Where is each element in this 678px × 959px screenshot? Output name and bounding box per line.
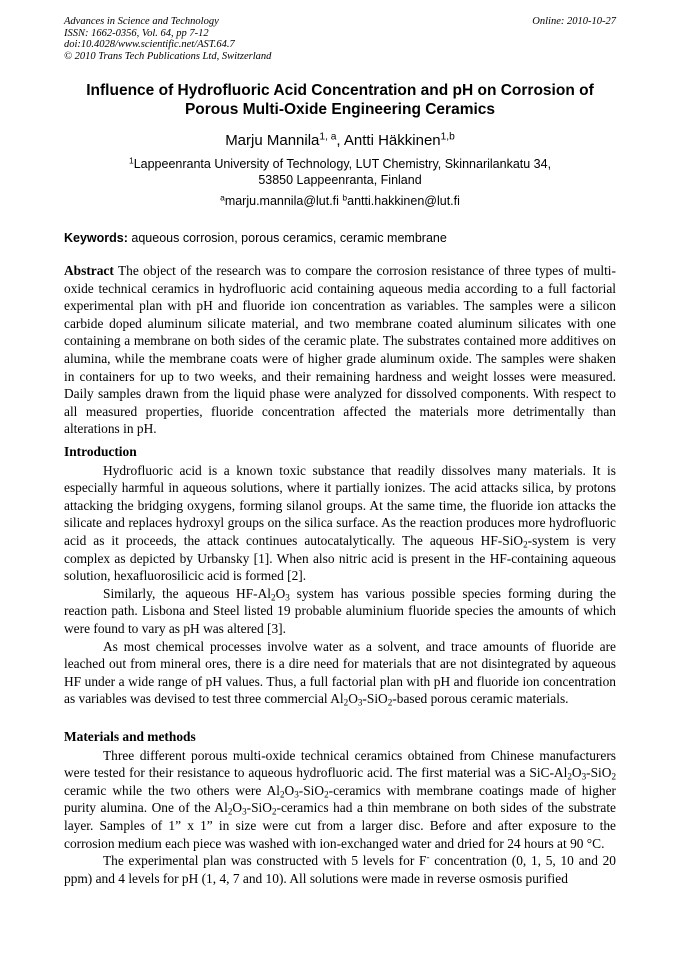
author-separator: , [336, 132, 344, 149]
introduction-paragraph-3: As most chemical processes involve water as a solvent, and trace amounts of fluoride are leached out from mineral ores, there is a dire need for materials that are not disintegrated by aqueous HF under a wide range of pH values. Thus, a full factorial plan with pH and fluoride ion concentration as variables was devised to test three commercial $Al_2O_3-SiO_2$-based porous ceramic materials. [64, 638, 616, 708]
author-1-affil-mark: 1, a [319, 131, 337, 143]
introduction-paragraph-2: Similarly, the aqueous $HF-Al_2O_3$ system has various possible species forming during the reaction path. Lisbona and Steel listed 19 probable aluminium fluoride species the amounts of which were found to vary as pH was altered [3]. [64, 585, 616, 636]
copyright-line: © 2010 Trans Tech Publications Ltd, Switzerland [64, 50, 272, 62]
keywords-label: Keywords: [64, 231, 128, 245]
paper-title: Influence of Hydrofluoric Acid Concentration and pH on Corrosion of Porous Multi-Oxide Engineering Ceramics [86, 82, 594, 118]
email-a-mark: a [220, 192, 225, 203]
affiliation-mark: 1 [128, 155, 134, 166]
online-date: Online: 2010-10-27 [532, 16, 616, 27]
abstract-label: Abstract [64, 263, 114, 278]
methods-paragraph-2: The experimental plan was constructed with 5 levels for F- concentration (0, 1, 5, 10 and 20 ppm) and 4 levels for pH (1, 4, 7 and 10). All solutions were made in reverse osmosis purified [64, 852, 616, 886]
email-b[interactable]: antti.hakkinen@lut.fi [347, 194, 460, 208]
issn-line: ISSN: 1662-0356, Vol. 64, pp 7-12 [64, 27, 209, 39]
email-b-mark: b [342, 192, 348, 203]
author-1: Marju Mannila [225, 132, 320, 149]
doi-line: doi:10.4028/www.scientific.net/AST.64.7 [64, 39, 235, 50]
abstract [64, 262, 616, 438]
journal-name: Advances in Science and Technology [64, 16, 219, 27]
affiliation-line-1: Lappeenranta University of Technology, LUT Chemistry, Skinnarilankatu 34, [133, 157, 552, 171]
author-2: Antti Häkkinen [343, 132, 441, 149]
introduction-heading: Introduction [64, 444, 137, 459]
introduction-paragraph-1: Hydrofluoric acid is a known toxic substance that readily dissolves many materials. It is especially harmful in aqueous solutions, where it partially ionizes. The acid attacks silica, by protons attacking the bridging oxygens, forming silanol groups. At the same time, the fluoride ion attacks the silicate and replaces hydroxyl groups on the silica surface. As the reaction produces more hydrofluoric acid as it proceeds, the attack continues autocatalytically. The aqueous HF-SiO$_2$-system is very complex as depicted by Urbansky [1]. When also nitric acid is present in the HF-containing aqueous solution, hexafluorosilicic acid is formed [2]. [64, 462, 616, 584]
abstract-text: The object of the research was to compare the corrosion resistance of three types of multi-oxide technical ceramics in hydrofluoric acid containing aqueous media according to a full factorial experimental plan with pH and fluoride ion concentration as variables. The samples were a silicon carbide doped aluminum silicate material, and two membrane coated aluminum silicates with one containing a membrane on both sides of the ceramic plate. The substrates contained more additives on alumina, while the membrane coats were of higher grade aluminum oxide. The samples were shaken in containers for up to two weeks, and their remaining hardness and weight losses were measured. Daily samples drawn from the liquid phase were analyzed for dissolved components. With respect to all measured properties, fluoride concentration affected the materials more detrimentally than alterations in pH. [64, 263, 616, 437]
introduction-section [64, 443, 616, 708]
methods-section [64, 728, 616, 887]
methods-paragraph-1: Three different porous multi-oxide technical ceramics obtained from Chinese manufacturers were tested for their resistance to aqueous hydrofluoric acid. The first material was a SiC-$Al_2O_3-SiO_2$ ceramic while the two others were $Al_2O_3-SiO_2$-ceramics with membrane coatings made of higher purity alumina. One of the $Al_2O_3-SiO_2$-ceramics had a thin membrane on both sides of the substrate layer. Samples of 1” x 1” in size were cut from a larger disc. Before and after exposure to the corrosion medium each piece was washed with ion-exchanged water and dried for 24 hours at 90 °C. [64, 747, 616, 851]
author-emails [64, 194, 616, 209]
journal-header [64, 16, 616, 62]
affiliation-line-2: 53850 Lappeenranta, Finland [258, 172, 422, 187]
methods-heading: Materials and methods [64, 729, 196, 744]
author-2-affil-mark: 1,b [440, 131, 455, 143]
author-list [64, 132, 616, 150]
keywords [64, 231, 616, 246]
keywords-text: aqueous corrosion, porous ceramics, ceramic membrane [131, 231, 447, 245]
affiliation [64, 157, 616, 188]
email-a[interactable]: marju.mannila@lut.fi [224, 194, 339, 208]
